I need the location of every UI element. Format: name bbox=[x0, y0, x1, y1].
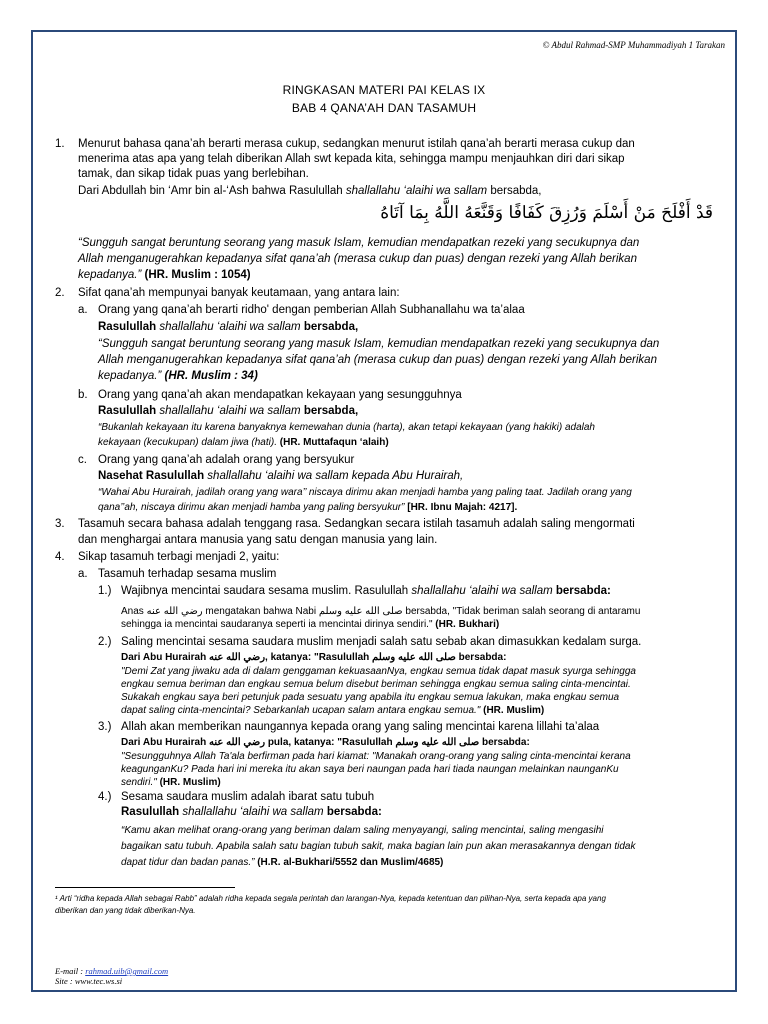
point-3-intro: Dari Abu Hurairah رضي الله عنه pula, katanya: "Rasulullah صلى الله عليه وسلم bersabda: bbox=[121, 737, 530, 748]
site-row bbox=[55, 976, 168, 986]
hadith-intro: Dari Abdullah bin ‘Amr bin al-‘Ash bahwa Rasulullah shallallahu ‘alaihi wa sallam bersabda, bbox=[78, 185, 542, 197]
section-3-line: dan menghargai antara manusia yang satu dengan manusia yang lain. bbox=[78, 534, 438, 546]
item-b-sabda: Rasulullah shallallahu ‘alaihi wa sallam bersabda, bbox=[98, 405, 359, 417]
item-b-quote: kekayaan (kecukupan) dalam jiwa (hati). (HR. Muttafaqun ‘alaih) bbox=[98, 437, 389, 448]
point-4-title: Sesama saudara muslim adalah ibarat satu tubuh bbox=[121, 791, 375, 803]
point-4-number: 4.) bbox=[98, 791, 112, 803]
point-2-text: dapat saling cinta-mencintai? Sebarkanlah ucapan salam antara engkau semua." (HR. Muslim) bbox=[121, 705, 545, 716]
point-4-sabda: Rasulullah shallallahu ‘alaihi wa sallam bersabda: bbox=[121, 806, 382, 818]
item-c-quote: qana’’ah, niscaya dirimu akan menjadi hamba yang paling bersyukur” [HR. Ibnu Majah: 4217]. bbox=[98, 502, 518, 513]
item-c-sabda: Nasehat Rasulullah shallallahu ‘alaihi wa sallam kepada Abu Hurairah, bbox=[98, 470, 464, 482]
point-4-text: bagaikan satu tubuh. Apabila salah satu bagian tubuh sakit, maka bagian lain pun akan merasakannya dengan tidak bbox=[121, 841, 636, 852]
hadith-quote: “Sungguh sangat beruntung seorang yang masuk Islam, kemudian mendapatkan rezeki yang secukupnya dan bbox=[78, 237, 640, 249]
item-a-sabda: Rasulullah shallallahu ‘alaihi wa sallam bersabda, bbox=[98, 321, 359, 333]
section-4-intro: Sikap tasamuh terbagi menjadi 2, yaitu: bbox=[78, 551, 280, 563]
section-1-line: tamak, dan sikap tidak puas yang berlebihan. bbox=[78, 168, 309, 180]
item-a-quote: “Sungguh sangat beruntung seorang yang masuk Islam, kemudian mendapatkan rezeki yang secukupnya dan bbox=[98, 338, 660, 350]
item-b-quote: “Bukanlah kekayaan itu karena banyaknya kemewahan dunia (harta), akan tetapi kekayaan (yang hakiki) adalah bbox=[98, 422, 595, 433]
hadith-quote: kepadanya.” (HR. Muslim : 1054) bbox=[78, 269, 251, 281]
point-2-text: engkau semua beriman dan engkau semua belum disebut beriman sehingga engkau semua saling cinta-mencintai. bbox=[121, 679, 631, 690]
point-3-number: 3.) bbox=[98, 721, 112, 733]
section-2-number: 2. bbox=[55, 287, 65, 299]
point-3-text: "Sesungguhnya Allah Ta'ala berfirman pada hari kiamat: "Manakah orang-orang yang saling cinta-mencintai kerana bbox=[121, 751, 631, 762]
point-1-text: Anas رضي الله عنه mengatakan bahwa Nabi صلى الله عليه وسلم bersabda, "Tidak beriman salah seorang di antaramu bbox=[121, 606, 641, 617]
footnote-line: ¹ Arti “ridha kepada Allah sebagai Rabb” adalah ridha kepada segala perintah dan larangan-Nya, kepada ketentuan dan pilihan-Nya, serta kepada apa yang bbox=[55, 894, 606, 903]
section-1-line: menerima atas apa yang telah diberikan Allah swt kepada kita, sehingga mampu menjauhkan diri dari sikap bbox=[78, 153, 625, 165]
section-1-line: Menurut bahasa qana’ah berarti merasa cukup, sedangkan menurut istilah qana’ah berarti merasa cukup dan bbox=[78, 138, 635, 150]
email-label: E-mail : bbox=[55, 966, 86, 976]
point-1-text: sehingga ia mencintai saudaranya seperti ia mencintai dirinya sendiri." (HR. Bukhari) bbox=[121, 619, 500, 630]
footnote-divider bbox=[55, 887, 235, 888]
item-c-title: Orang yang qana’ah adalah orang yang bersyukur bbox=[98, 454, 355, 466]
section-1-number: 1. bbox=[55, 138, 65, 150]
email-row bbox=[55, 966, 168, 976]
section-3-number: 3. bbox=[55, 518, 65, 530]
section-2-intro: Sifat qana’ah mempunyai banyak keutamaan, yang antara lain: bbox=[78, 287, 400, 299]
item-a-title: Orang yang qana’ah berarti ridho' dengan pemberian Allah Subhanallahu wa ta’alaa bbox=[98, 304, 525, 316]
email-link[interactable]: rahmad.uib@gmail.com bbox=[85, 966, 169, 976]
site-label: Site : bbox=[55, 976, 75, 986]
footnote-line: diberikan dan yang tidak diberikan-Nya. bbox=[55, 906, 196, 915]
footnote bbox=[55, 893, 715, 917]
point-1-title: Wajibnya mencintai saudara sesama muslim. Rasulullah shallallahu ‘alaihi wa sallam bersabda: bbox=[121, 585, 611, 597]
point-2-number: 2.) bbox=[98, 636, 112, 648]
point-4-text: dapat tidur dan badan panas.” (H.R. al-Bukhari/5552 dan Muslim/4685) bbox=[121, 857, 444, 868]
point-3-text: keagunganKu? Pada hari ini mereka itu akan saya beri naungan pada hari tiada naungan melainkan naunganKu bbox=[121, 764, 619, 775]
point-3-text: sendiri." (HR. Muslim) bbox=[121, 777, 221, 788]
arabic-hadith: قَدْ أَفْلَحَ مَنْ أَسْلَمَ وَرُزِقَ كَفَافًا وَقَنَّعَهُ اللَّهُ بِمَا آتَاهُ bbox=[380, 203, 713, 223]
point-2-text: "Demi Zat yang jiwaku ada di dalam genggaman kekuasaanNya, engkau semua tidak dapat masuk syurga sehingga bbox=[121, 666, 636, 677]
section-4-number: 4. bbox=[55, 551, 65, 563]
point-2-title: Saling mencintai sesama saudara muslim menjadi salah satu sebab akan dimasukkan kedalam surga. bbox=[121, 636, 642, 648]
item-b-letter: b. bbox=[78, 389, 88, 401]
site-url[interactable]: www.tec.ws.si bbox=[74, 976, 123, 986]
item-b-title: Orang yang qana’ah akan mendapatkan kekayaan yang sesungguhnya bbox=[98, 389, 462, 401]
point-3-title: Allah akan memberikan naungannya kepada orang yang saling mencintai karena lillahi ta’alaa bbox=[121, 721, 600, 733]
item-a-quote: Allah menganugerahkan kepadanya sifat qana’ah (merasa cukup dan puas) dengan rezeki yang Allah berikan bbox=[98, 354, 657, 366]
section-4a-letter: a. bbox=[78, 568, 88, 580]
item-c-quote: “Wahai Abu Hurairah, jadilah orang yang wara’’ niscaya dirimu akan menjadi hamba yang paling taat. Jadilah orang yang bbox=[98, 487, 632, 498]
section-3-line: Tasamuh secara bahasa adalah tenggang rasa. Sedangkan secara istilah tasamuh adalah saling mengormati bbox=[78, 518, 635, 530]
point-4-text: “Kamu akan melihat orang-orang yang beriman dalam saling menyayangi, saling mencintai, saling mengasihi bbox=[121, 825, 604, 836]
page-title: RINGKASAN MATERI PAI KELAS IX bbox=[282, 83, 486, 97]
item-a-quote: kepadanya.” (HR. Muslim : 34) bbox=[98, 370, 258, 382]
item-c-letter: c. bbox=[78, 454, 87, 466]
contact-info bbox=[55, 966, 168, 986]
copyright-text: © Abdul Rahmad-SMP Muhammadiyah 1 Tarakan bbox=[542, 40, 725, 50]
point-1-number: 1.) bbox=[98, 585, 112, 597]
page-subtitle: BAB 4 QANA’AH DAN TASAMUH bbox=[291, 101, 477, 115]
point-2-text: Sukakah engkau saya beri petunjuk pada sesuatu yang apabila itu engkau semua lakukan, maka engkau semua bbox=[121, 692, 620, 703]
section-4a-title: Tasamuh terhadap sesama muslim bbox=[98, 568, 277, 580]
item-a-letter: a. bbox=[78, 304, 88, 316]
point-2-intro: Dari Abu Hurairah رضي الله عنه, katanya: "Rasulullah صلى الله عليه وسلم bersabda: bbox=[121, 652, 507, 663]
hadith-quote: Allah menganugerahkan kepadanya sifat qana’ah (merasa cukup dan puas) dengan rezeki yang Allah berikan bbox=[78, 253, 637, 265]
